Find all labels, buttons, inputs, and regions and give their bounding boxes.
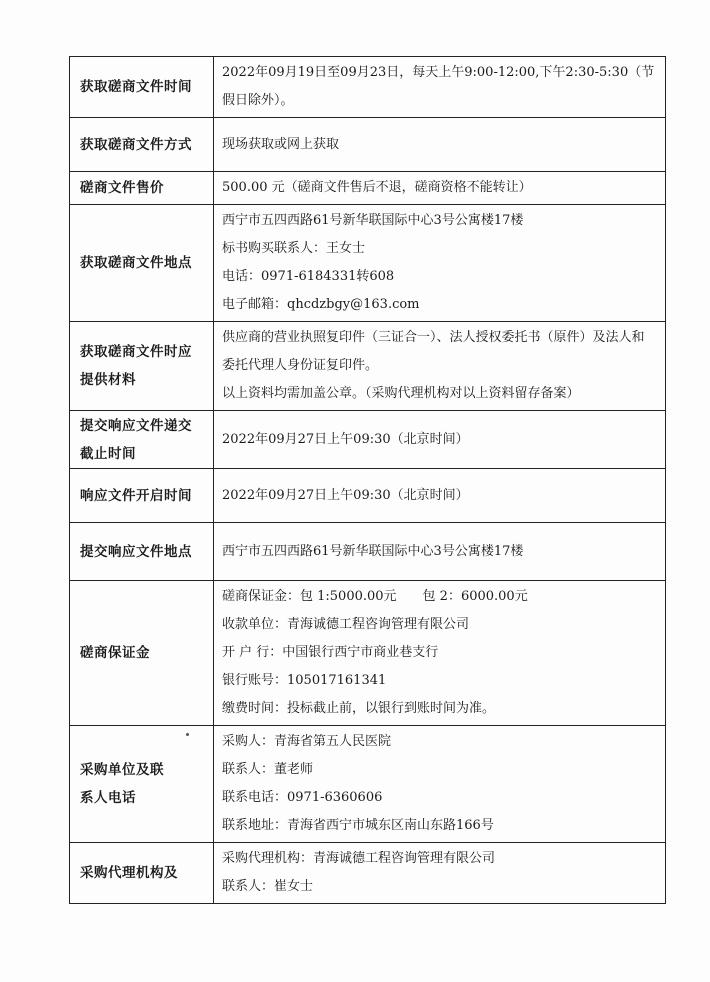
row-label: 获取磋商文件地点: [80, 255, 192, 271]
row-label-cell: [70, 581, 214, 726]
row-value-line: 联系人：董老师: [222, 762, 314, 777]
row-value-line: 供应商的营业执照复印件（三证合一）、法人授权委托书（原件）及法人和委托代理人身份证复印件。: [222, 330, 645, 373]
row-value-line: 磋商保证金：包 1:5000.00元 包 2：6000.00元: [222, 589, 528, 604]
table-row: [70, 726, 666, 843]
row-label-cell: [70, 57, 214, 118]
row-label: 提交响应文件地点: [80, 543, 192, 560]
row-value-line: 银行账号：105017161341: [222, 673, 387, 688]
row-value-cell: [214, 172, 666, 205]
row-value-line: 联系地址：青海省西宁市城东区南山东路166号: [222, 818, 494, 833]
row-label-cell: [70, 172, 214, 205]
row-value-line: 西宁市五四西路61号新华联国际中心3号公寓楼17楼: [222, 543, 524, 559]
row-value-cell: [214, 57, 666, 118]
row-label: 磋商文件售价: [80, 180, 164, 196]
row-value-cell: [214, 523, 666, 581]
row-value-cell: [214, 118, 666, 172]
row-value-line: 500.00 元（磋商文件售后不退，磋商资格不能转让）: [222, 180, 532, 195]
row-value-cell: [214, 322, 666, 411]
table-row: [70, 172, 666, 205]
row-label: 响应文件开启时间: [80, 487, 192, 504]
row-value-line: 2022年09月27日上午09:30（北京时间）: [222, 487, 469, 503]
table-body: [70, 57, 666, 904]
row-value-line: 西宁市五四西路61号新华联国际中心3号公寓楼17楼: [222, 213, 524, 228]
row-value-line: 电子邮箱：qhcdzbgy@163.com: [222, 297, 420, 312]
table-row: [70, 322, 666, 411]
row-label: 采购代理机构及: [80, 865, 178, 881]
table-row: [70, 469, 666, 523]
row-value-line: 开 户 行：中国银行西宁市商业巷支行: [222, 645, 439, 660]
scan-speck: [186, 733, 189, 736]
row-label: 提交响应文件递交截止时间: [80, 417, 192, 462]
row-label: 获取磋商文件时应提供材料: [80, 344, 192, 388]
row-value-line: 标书购买联系人：王女士: [222, 241, 366, 256]
row-value-line: 电话：0971-6184331转608: [222, 269, 395, 284]
row-label-cell: [70, 469, 214, 523]
row-value-line: 以上资料均需加盖公章。（采购代理机构对以上资料留存备案）: [222, 386, 580, 401]
row-value-cell: [214, 411, 666, 469]
table-row: [70, 205, 666, 322]
row-value-line: 采购人：青海省第五人民医院: [222, 734, 392, 749]
row-label-cell: [70, 843, 214, 904]
row-value-line: 现场获取或网上获取: [222, 136, 340, 152]
row-label: 磋商保证金: [80, 645, 150, 661]
row-value-line: 缴费时间：投标截止前，以银行到账时间为准。: [222, 701, 496, 716]
row-value-cell: [214, 843, 666, 904]
row-label: 获取磋商文件方式: [80, 136, 192, 153]
row-label: 获取磋商文件时间: [80, 79, 192, 95]
row-value-line: 2022年09月19日至09月23日，每天上午9:00-12:00,下午2:30-5:30（节假日除外）。: [222, 65, 655, 108]
table-row: [70, 118, 666, 172]
row-label-cell: [70, 205, 214, 322]
row-value-line: 收款单位：青海诚德工程咨询管理有限公司: [222, 617, 470, 632]
row-label-cell: [70, 118, 214, 172]
table-row: [70, 411, 666, 469]
row-value-cell: [214, 205, 666, 322]
table-row: [70, 581, 666, 726]
procurement-info-table: [69, 56, 666, 904]
row-value-line: 采购代理机构：青海诚德工程咨询管理有限公司: [222, 851, 496, 866]
table-row: [70, 843, 666, 904]
row-label-cell: [70, 726, 214, 843]
row-value-line: 联系电话：0971-6360606: [222, 790, 383, 805]
row-value-cell: [214, 581, 666, 726]
row-label-cell: [70, 322, 214, 411]
row-value-line: 2022年09月27日上午09:30（北京时间）: [222, 431, 469, 447]
row-value-cell: [214, 469, 666, 523]
table-row: [70, 57, 666, 118]
row-value-cell: [214, 726, 666, 843]
row-label: 采购单位及联系人电话: [80, 762, 164, 806]
table-row: [70, 523, 666, 581]
row-label-cell: [70, 523, 214, 581]
row-value-line: 联系人：崔女士: [222, 879, 314, 894]
row-label-cell: [70, 411, 214, 469]
